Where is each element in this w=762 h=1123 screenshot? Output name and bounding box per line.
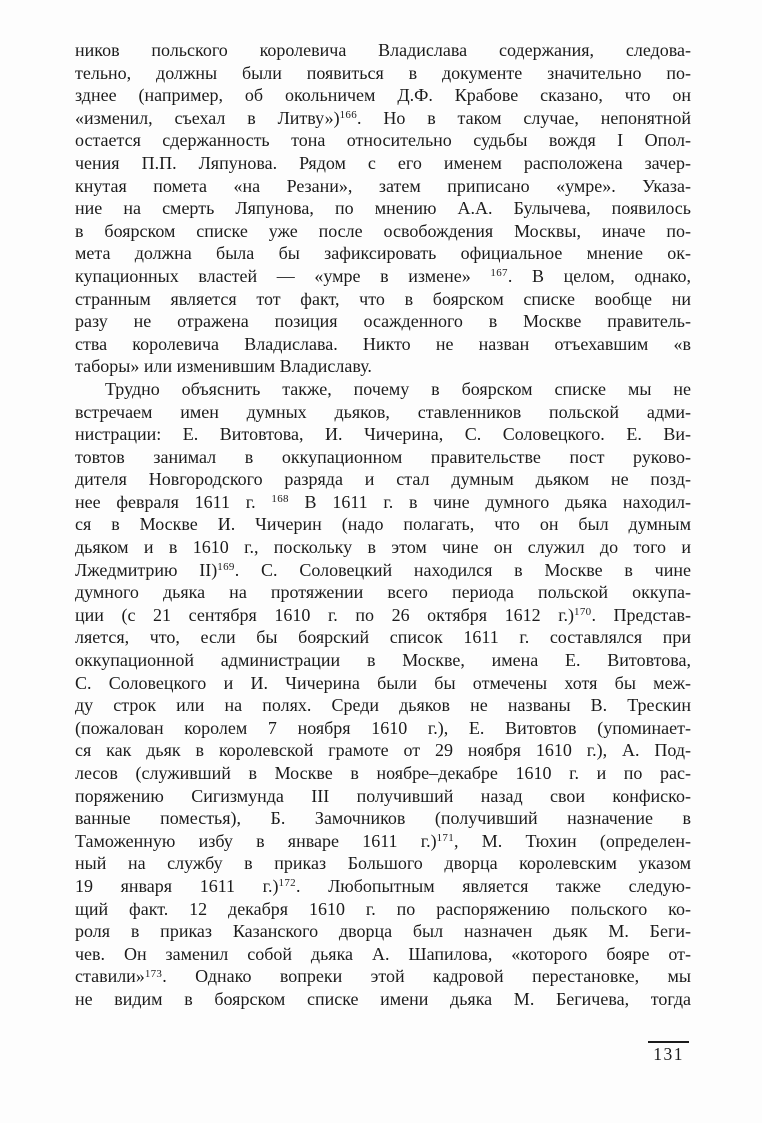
footnote-reference: 172: [278, 877, 296, 890]
text-line: ду строк или на полях. Среди дьяков не названы В. Трескин: [75, 695, 691, 716]
text-line: товтов занимал в оккупационном правительстве пост руково-: [75, 446, 691, 467]
text-line: ставили»$^{173}$. Однако вопреки этой кадровой перестановке, мы: [75, 966, 691, 987]
text-line: не видим в боярском списке имени дьяка М. Бегичева, тогда: [75, 988, 691, 1009]
text-line: нее февраля 1611 г. $^{168}$ В 1611 г. в чине думного дьяка находил-: [75, 491, 691, 512]
text-line: ный на службу в приказ Большого дворца королевским указом: [75, 853, 691, 874]
text-line: Таможенную избу в январе 1611 г.)$^{171}$, М. Тюхин (определен-: [75, 830, 691, 851]
text-line: ся в Москве И. Чичерин (надо полагать, что он был думным: [75, 514, 691, 535]
text-line: роля в приказ Казанского дворца был назначен дьяк М. Беги-: [75, 921, 691, 942]
text-line: мета должна была бы зафиксировать официальное мнение ок-: [75, 243, 691, 264]
text-line: в боярском списке уже после освобождения Москвы, иначе по-: [75, 220, 691, 241]
text-line: поряжению Сигизмунда III получивший назад свои конфиско-: [75, 785, 691, 806]
text-line: купационных властей — «умре в измене» $^{167}$. В целом, однако,: [75, 265, 691, 286]
text-line: остается сдержанность тона относительно судьбы вождя I Опол-: [75, 130, 691, 151]
text-line: ся как дьяк в королевской грамоте от 29 ноября 1610 г.), А. Под-: [75, 740, 691, 761]
text-line: щий факт. 12 декабря 1610 г. по распоряжению польского ко-: [75, 898, 691, 919]
text-line: странным является тот факт, что в боярском списке вообще ни: [75, 288, 691, 309]
text-line: лесов (служивший в Москве в ноябре–декабре 1610 г. и по рас-: [75, 763, 691, 783]
footnote-reference: 171: [436, 832, 455, 845]
text-line: дителя Новгородского разряда и стал думным дьяком не позд-: [75, 469, 691, 490]
text-line: ции (с 21 сентября 1610 г. по 26 октября 1612 г.)$^{170}$. Представ-: [75, 604, 691, 625]
page-text: [75, 39, 691, 1011]
text-line: разу не отражена позиция осажденного в Москве правитель-: [75, 311, 691, 332]
footnote-reference: 168: [271, 493, 289, 506]
text-line: зднее (например, об окольничем Д.Ф. Крабове сказано, что он: [75, 85, 691, 106]
footnote-reference: 173: [144, 967, 163, 980]
text-line: дьяком и в 1610 г., поскольку в этом чине он служил до того и: [75, 537, 691, 558]
text-line: ванные поместья), Б. Замочников (получивший назначение в: [75, 808, 691, 829]
text-line: чения П.П. Ляпунова. Рядом с его именем расположена зачер-: [75, 152, 691, 173]
footnote-reference: 167: [490, 267, 508, 280]
text-line: «изменил, съехал в Литву»)$^{166}$. Но в таком случае, непонятной: [75, 107, 691, 128]
text-line: 19 января 1611 г.)$^{172}$. Любопытным является также следую-: [75, 875, 691, 896]
text-line: ляется, что, если бы боярский список 1611 г. составлялся при: [75, 627, 691, 648]
footnote-reference: 170: [574, 606, 592, 619]
text-line: С. Соловецкого и И. Чичерина были бы отмечены хотя бы меж-: [75, 672, 691, 693]
footnote-reference: 166: [339, 109, 358, 122]
text-line: встречаем имен думных дьяков, ставленников польской адми-: [75, 401, 691, 422]
text-line: нистрации: Е. Витовтова, И. Чичерина, С. Соловецкого. Е. Ви-: [75, 424, 691, 445]
text-line: (пожалован королем 7 ноября 1610 г.), Е. Витовтов (упоминает-: [75, 717, 691, 738]
text-line: Лжедмитрию II)$^{169}$. С. Соловецкий находился в Москве в чине: [75, 559, 691, 580]
paragraph: [75, 378, 691, 1011]
footnote-reference: 169: [217, 560, 235, 573]
text-line: думного дьяка на протяжении всего периода польской оккупа-: [75, 582, 691, 603]
text-line: ства королевича Владислава. Никто не назван отъехавшим «в: [75, 333, 691, 354]
text-line: тельно, должны были появиться в документе значительно по-: [75, 62, 691, 83]
page-number: 131: [648, 1041, 689, 1065]
paragraph: [75, 39, 691, 378]
text-line: таборы» или изменившим Владиславу.: [75, 356, 372, 377]
text-line: чев. Он заменил собой дьяка А. Шапилова, «которого бояре от-: [75, 943, 691, 964]
page-footer: [648, 1041, 689, 1065]
text-line: ние на смерть Ляпунова, по мнению А.А. Булычева, появилось: [75, 198, 691, 219]
text-line: кнутая помета «на Резани», затем приписано «умре». Указа-: [75, 175, 691, 196]
text-line: ников польского королевича Владислава содержания, следова-: [75, 40, 691, 60]
text-line: Трудно объяснить также, почему в боярском списке мы не: [105, 378, 691, 399]
text-line: оккупационной администрации в Москве, имена Е. Витовтова,: [75, 650, 691, 671]
